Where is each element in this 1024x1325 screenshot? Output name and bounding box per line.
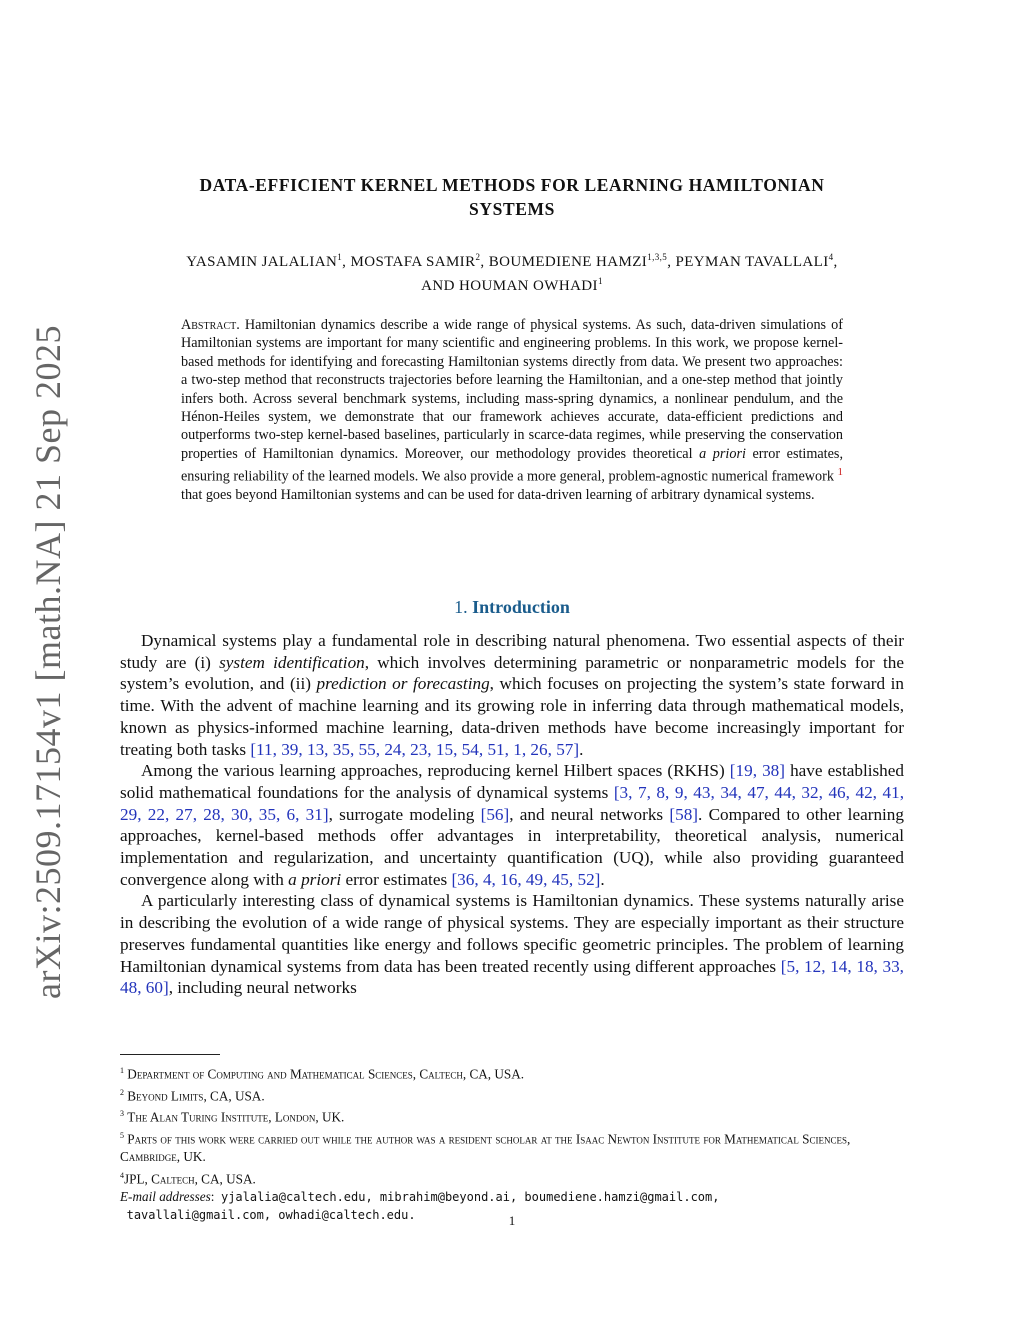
email-addresses: E-mail addresses: yjalalia@caltech.edu, mibrahim@beyond.ai, boumediene.hamzi@gmail.com, <box>120 1189 720 1205</box>
paragraph <box>120 890 904 999</box>
page-number: 1 <box>508 1213 516 1228</box>
footnote-number: 1 <box>120 1066 124 1075</box>
citation-link[interactable]: [11, 39, 13, 35, 55, 24, 23, 15, 54, 51, 1, 26, 57] <box>250 739 580 759</box>
footnotes <box>120 1062 904 1225</box>
section-number: 1. <box>454 597 468 617</box>
author-list <box>120 248 904 296</box>
text-run: . Compared to other learning approaches, kernel-based methods offer advantages in interpretability, theoretical analysis, numerical implementation and regularization, and uncertainty quantification (UQ), while also providing guaranteed convergence along with <box>120 804 904 889</box>
italic-term: prediction or forecasting <box>316 674 490 694</box>
footnote-text: The Alan Turing Institute, London, UK. <box>127 1109 345 1125</box>
affiliation-mark: 1 <box>597 276 603 286</box>
affiliation-mark: 4 <box>828 252 834 262</box>
author-name: MOSTAFA SAMIR <box>350 254 476 270</box>
citation-link[interactable]: [36, 4, 16, 49, 45, 52] <box>451 869 601 889</box>
citation-link[interactable]: [5, 12, 14, 18, 33, 48, 60] <box>120 956 904 998</box>
body-text <box>120 630 904 999</box>
email-label: E-mail addresses <box>120 1189 211 1205</box>
footnote <box>120 1105 904 1127</box>
title-line-1: DATA-EFFICIENT KERNEL METHODS FOR LEARNING HAMILTONIAN <box>199 175 825 195</box>
paper-title <box>120 173 904 221</box>
abstract-text: Hamiltonian dynamics describe a wide range of physical systems. As such, data-driven simulations of Hamiltonian systems are important for many scientific and engineering problems. In this work, we propose kernel-based methods for identifying and forecasting Hamiltonian systems directly from data. We present two approaches: a two-step method that reconstructs trajectories before learning the Hamiltonian, and a one-step method that jointly infers both. Across several benchmark systems, including mass-spring dynamics, a nonlinear pendulum, and the Hénon-Heiles system, we demonstrate that our framework achieves accurate, data-efficient predictions and outperforms two-step kernel-based baselines, particularly in scarce-data regimes, while preserving the conservation properties of Hamiltonian dynamics. Moreover, our methodology provides theoretical <box>181 317 843 462</box>
abstract-italic: a priori <box>699 445 746 462</box>
paragraph <box>120 630 904 760</box>
citation-link[interactable]: [19, 38] <box>729 761 785 781</box>
title-line-2: SYSTEMS <box>469 199 555 219</box>
footnote-text: Department of Computing and Mathematical Sciences, Caltech, CA, USA. <box>127 1066 525 1082</box>
citation-link[interactable]: [3, 7, 8, 9, 43, 34, 47, 44, 32, 46, 42, 41, 29, 22, 27, 28, 30, 35, 6, 31] <box>120 782 904 824</box>
text-run: , which involves determining parametric or nonparametric models for the system’s evolution, and (ii) <box>120 652 904 694</box>
footnote-text: Beyond Limits, CA, USA. <box>127 1087 265 1103</box>
email-list[interactable]: tavallali@gmail.com, owhadi@caltech.edu. <box>126 1208 416 1223</box>
footnote-text: Parts of this work were carried out while the author was a resident scholar at the Isaac Newton Institute for Mathematical Sciences, Cambridge, UK. <box>120 1131 851 1165</box>
text-run: Among the various learning approaches, reproducing kernel Hilbert spaces (RKHS) <box>141 761 730 781</box>
footnote-text: JPL, Caltech, CA, USA. <box>124 1170 256 1186</box>
text-run: error estimates <box>341 869 452 889</box>
text-run: , and neural networks <box>509 804 670 824</box>
text-run: , including neural networks <box>168 978 357 998</box>
author-name: PEYMAN TAVALLALI <box>675 254 829 270</box>
footnote-number: 2 <box>120 1087 124 1097</box>
citation-link[interactable]: [56] <box>480 804 510 824</box>
text-run: , which focuses on projecting the system’s state forward in time. With the advent of machine learning and its growing role in inferring data through mathematical models, known as physics-informed machine learning, data-driven methods have become increasingly important for treating both tasks <box>120 674 904 759</box>
affiliation-mark: 1 <box>337 252 343 262</box>
text-run: . <box>579 739 584 759</box>
italic-term: a priori <box>288 869 342 889</box>
affiliation-mark: 2 <box>475 252 481 262</box>
text-run: A particularly interesting class of dynamical systems is Hamiltonian dynamics. These systems naturally arise in describing the evolution of a wide range of physical systems. They are especially important as their structure preserves fundamental quantities like energy and follows specific geometric principles. The problem of learning Hamiltonian dynamical systems from data has been treated recently using different approaches <box>120 891 904 976</box>
abstract <box>181 316 843 505</box>
footnote-number: 5 <box>120 1130 124 1140</box>
author-line-2 <box>120 272 904 296</box>
text-run: Dynamical systems play a fundamental role in describing natural phenomena. Two essential aspects of their study are (i) <box>120 631 904 672</box>
section-title: Introduction <box>472 597 570 617</box>
author-name: YASAMIN JALALIAN <box>186 254 338 270</box>
author-line-1: YASAMIN JALALIAN$^1$, MOSTAFA SAMIR$^2$, BOUMEDIENE HAMZI$^{1,3,5}$, PEYMAN TAVALLALI$^4$, <box>186 252 838 270</box>
arxiv-id[interactable]: arXiv:2509.17154v1 [math.NA] 21 Sep 2025 <box>28 325 68 999</box>
email-list[interactable]: yjalalia@caltech.edu, mibrahim@beyond.ai, boumediene.hamzi@gmail.com, <box>220 1190 720 1205</box>
author-name: AND HOUMAN OWHADI <box>421 278 598 294</box>
footnote <box>120 1127 904 1167</box>
abstract-label: Abstract. <box>181 317 240 333</box>
abstract-text: error estimates, ensuring reliability of the learned models. We also provide a more general, problem-agnostic numerical framework <box>181 445 843 485</box>
section-heading <box>120 597 904 618</box>
footnote <box>120 1062 904 1084</box>
footnote-number: 4 <box>120 1170 124 1180</box>
paragraph <box>120 760 904 890</box>
footnote-number: 3 <box>120 1109 124 1119</box>
footnote <box>120 1084 904 1106</box>
abstract-text: that goes beyond Hamiltonian systems and can be used for data-driven learning of arbitrary dynamical systems. <box>181 487 815 504</box>
italic-term: system identification <box>219 652 365 672</box>
citation-link[interactable]: [58] <box>669 804 699 824</box>
footnote-link[interactable]: 1 <box>837 466 843 479</box>
text-run: have established solid mathematical foundations for the analysis of dynamical systems <box>120 761 904 802</box>
footnote <box>120 1167 904 1189</box>
text-run: , surrogate modeling <box>328 804 481 824</box>
author-name: BOUMEDIENE HAMZI <box>488 254 648 270</box>
text-run: . <box>600 869 605 889</box>
footnote-divider <box>120 1054 220 1055</box>
affiliation-mark: 1,3,5 <box>647 252 668 262</box>
